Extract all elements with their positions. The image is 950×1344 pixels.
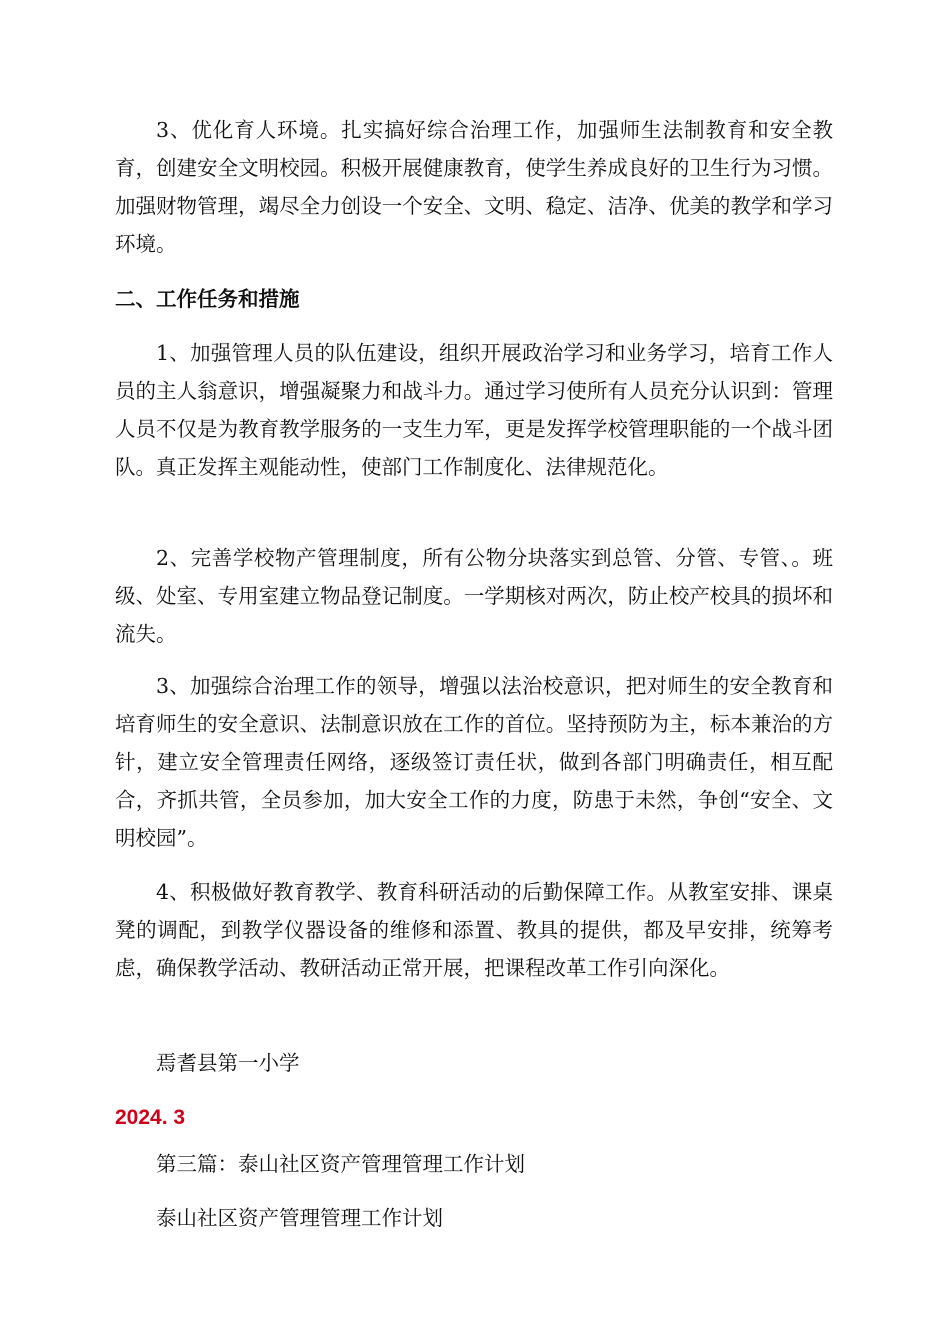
paragraph-task-3: 3、加强综合治理工作的领导，增强以法治校意识，把对师生的安全教育和培育师生的安全意识、法制意识放在工作的首位。坚持预防为主，标本兼治的方针，建立安全管理责任网络，逐级签订责任状，做到各部门明确责任，相互配合，齐抓共管，全员参加，加大安全工作的力度，防患于未然，争创“安全、文明校园”。 — [115, 674, 833, 850]
school-name: 焉耆县第一小学 — [156, 1051, 300, 1075]
next-article-heading: 第三篇：泰山社区资产管理管理工作计划 — [156, 1152, 525, 1176]
paragraph-task-4: 4、积极做好教育教学、教育科研活动的后勤保障工作。从教室安排、课桌凳的调配，到教学仪器设备的维修和添置、教具的提供，都及早安排，统筹考虑，确保教学活动、教研活动正常开展，把课程改革工作引向深化。 — [115, 880, 833, 980]
paragraph-task-1: 1、加强管理人员的队伍建设，组织开展政治学习和业务学习，培育工作人员的主人翁意识，增强凝聚力和战斗力。通过学习使所有人员充分认识到：管理人员不仅是为教育教学服务的一支生力军，更是发挥学校管理职能的一个战斗团队。真正发挥主观能动性，使部门工作制度化、法律规范化。 — [115, 341, 833, 479]
next-article-title: 泰山社区资产管理管理工作计划 — [156, 1206, 443, 1230]
paragraph-task-2: 2、完善学校物产管理制度，所有公物分块落实到总管、分管、专管、。班级、处室、专用室建立物品登记制度。一学期核对两次，防止校产校具的损坏和流失。 — [115, 546, 833, 646]
document-date: 2024. 3 — [115, 1106, 186, 1129]
section-heading-tasks: 二、工作任务和措施 — [115, 287, 300, 311]
paragraph-optimize-environment: 3、优化育人环境。扎实搞好综合治理工作，加强师生法制教育和安全教育，创建安全文明校园。积极开展健康教育，使学生养成良好的卫生行为习惯。加强财物管理，竭尽全力创设一个安全、文明、稳定、洁净、优美的教学和学习环境。 — [115, 118, 833, 256]
